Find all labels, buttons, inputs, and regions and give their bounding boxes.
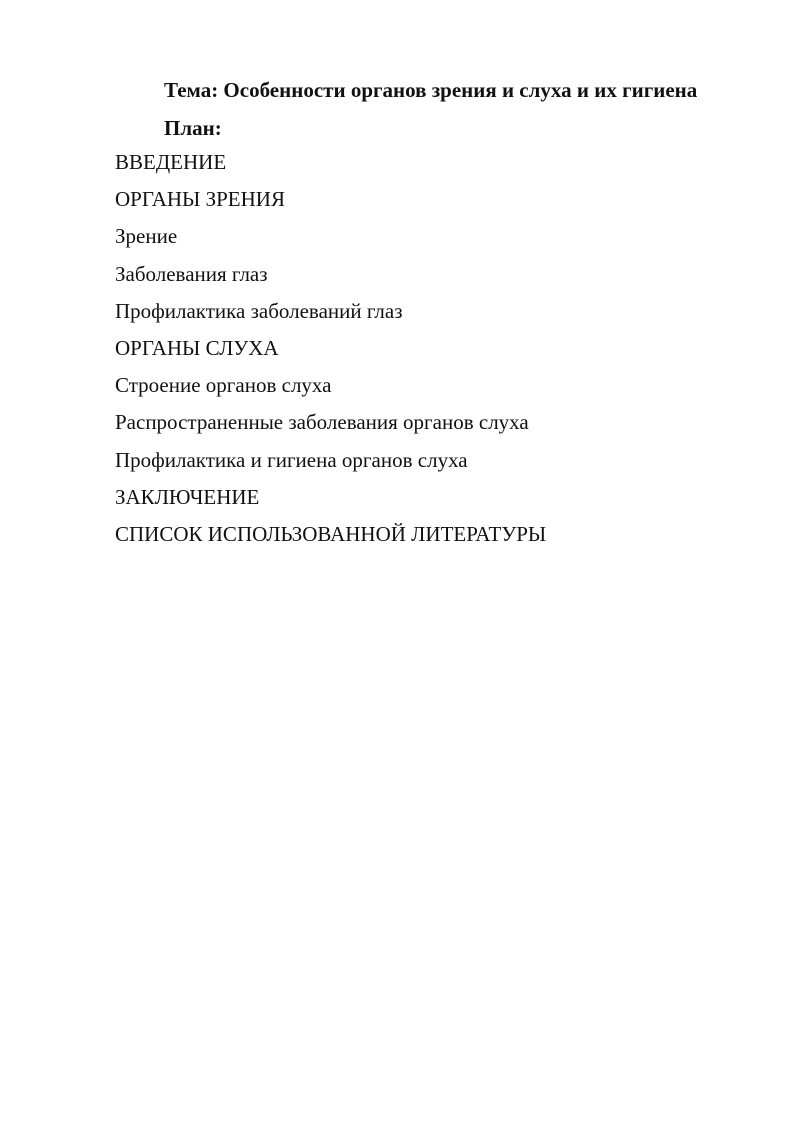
plan-item-organs-of-hearing: ОРГАНЫ СЛУХА bbox=[115, 335, 279, 360]
plan-item-vision: Зрение bbox=[115, 224, 178, 249]
plan-heading: План: bbox=[164, 116, 222, 140]
plan-item-hearing-prevention-hygiene: Профилактика и гигиена органов слуха bbox=[115, 447, 468, 472]
plan-item-conclusion: ЗАКЛЮЧЕНИЕ bbox=[115, 484, 260, 509]
document-topic-heading: Тема: Особенности органов зрения и слуха и их гигиена bbox=[164, 78, 698, 102]
plan-list bbox=[115, 150, 546, 559]
plan-item-organs-of-vision: ОРГАНЫ ЗРЕНИЯ bbox=[115, 187, 285, 212]
plan-item-eye-disease-prevention: Профилактика заболеваний глаз bbox=[115, 298, 403, 323]
plan-item-hearing-structure: Строение органов слуха bbox=[115, 373, 332, 398]
plan-item-eye-diseases: Заболевания глаз bbox=[115, 261, 268, 286]
plan-item-references: СПИСОК ИСПОЛЬЗОВАННОЙ ЛИТЕРАТУРЫ bbox=[115, 521, 547, 546]
plan-item-introduction: ВВЕДЕНИЕ bbox=[115, 150, 227, 174]
plan-item-common-hearing-diseases: Распространенные заболевания органов слуха bbox=[115, 410, 529, 435]
